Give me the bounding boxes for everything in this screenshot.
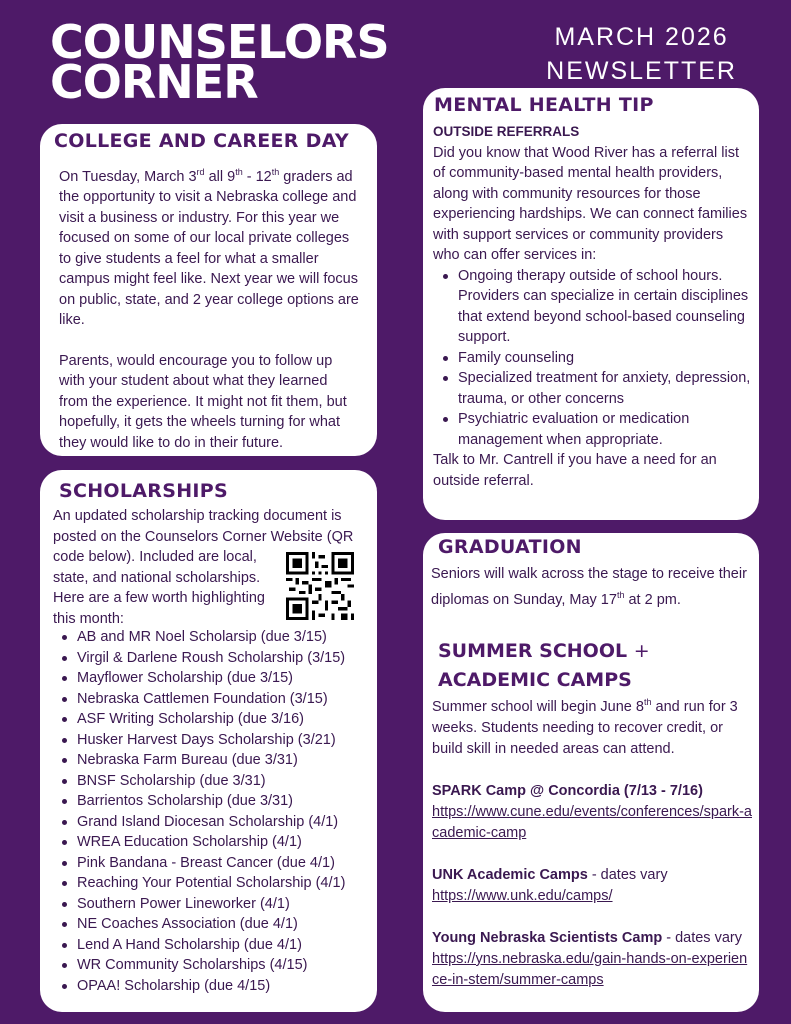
list-item: NE Coaches Association (due 4/1) — [53, 914, 373, 935]
mental-health-subtitle: OUTSIDE REFERRALS — [433, 124, 580, 139]
mental-health-outro: Talk to Mr. Cantrell if you have a need for an outside referral. — [433, 452, 717, 489]
mental-health-intro: Did you know that Wood River has a referral list of community-based mental health providers, along with community resources for those experiencing hardships. We can connect families with support services or community providers who can offer services in: — [433, 144, 748, 263]
list-item: Mayflower Scholarship (due 3/15) — [53, 668, 373, 689]
camp-yns: Young Nebraska Scientists Camp - dates vary https://yns.nebraska.edu/gain-hands-on-experience-in-stem/summer-camps — [432, 928, 752, 991]
camp-yns-link[interactable]: https://yns.nebraska.edu/gain-hands-on-experience-in-stem/summer-camps — [432, 950, 748, 988]
summer-text: Summer school will begin June 8th and run for 3 weeks. Students needing to recover credit, or build skill in needed areas can attend. — [432, 697, 738, 757]
scholarships-intro: An updated scholarship tracking document is posted on the Counselors Corner Website (QR code below). Included are local, state, and national scholarships. Here are a few worth highlighting this month: — [53, 508, 354, 627]
title-line-1: COUNSELORS — [50, 15, 389, 69]
title-line-2: CORNER — [50, 55, 258, 109]
career-day-text — [59, 162, 359, 453]
newsletter-title — [50, 15, 389, 109]
list-item: Nebraska Cattlemen Foundation (3/15) — [53, 689, 373, 710]
career-day-card — [40, 124, 377, 456]
camp-unk: UNK Academic Camps - dates vary https://www.unk.edu/camps/ — [432, 865, 752, 907]
list-item: Family counseling — [434, 348, 751, 369]
list-item: ASF Writing Scholarship (due 3/16) — [53, 709, 373, 730]
mental-health-title: MENTAL HEALTH TIP — [434, 94, 654, 116]
graduation-title: GRADUATION — [438, 536, 582, 558]
list-item: Southern Power Lineworker (4/1) — [53, 894, 373, 915]
list-item: WREA Education Scholarship (4/1) — [53, 832, 373, 853]
issue-line-2: NEWSLETTER — [546, 57, 737, 85]
list-item: BNSF Scholarship (due 3/31) — [53, 771, 373, 792]
career-day-paragraph-1: On Tuesday, March 3rd all 9th - 12th graders ad the opportunity to visit a Nebraska college and visit a business or industry. For this year we focused on some of our local private colleges to give students a feel for what a smaller campus might feel like. Next year we will focus on public, state, and 2 year college options are like. — [59, 167, 359, 329]
list-item: Nebraska Farm Bureau (due 3/31) — [53, 750, 373, 771]
camp-spark: SPARK Camp @ Concordia (7/13 - 7/16) https://www.cune.edu/events/conferences/spark-academic-camp — [432, 781, 752, 844]
list-item: Ongoing therapy outside of school hours. Providers can specialize in certain disciplines that extend beyond school-based counseling support. — [434, 266, 751, 348]
mental-health-content — [433, 122, 751, 491]
career-day-paragraph-2: Parents, would encourage you to follow up with your student about what they learned from the experience. It might not fit them, but hopefully, it gets the wheels turning for what they would like to do in their future. — [59, 352, 347, 451]
graduation-text: Seniors will walk across the stage to receive their diplomas on Sunday, May 17th at 2 pm. — [431, 566, 747, 608]
scholarship-list — [53, 627, 373, 996]
summer-title: SUMMER SCHOOL + ACADEMIC CAMPS — [438, 640, 650, 691]
career-day-title: COLLEGE AND CAREER DAY — [54, 130, 349, 152]
graduation-card — [423, 533, 759, 1012]
list-item: Psychiatric evaluation or medication management when appropriate. — [434, 409, 751, 450]
list-item: Husker Harvest Days Scholarship (3/21) — [53, 730, 373, 751]
list-item: Specialized treatment for anxiety, depression, trauma, or other concerns — [434, 368, 751, 409]
mental-health-card — [423, 88, 759, 520]
list-item: Pink Bandana - Breast Cancer (due 4/1) — [53, 853, 373, 874]
list-item: WR Community Scholarships (4/15) — [53, 955, 373, 976]
list-item: Lend A Hand Scholarship (due 4/1) — [53, 935, 373, 956]
list-item: Reaching Your Potential Scholarship (4/1) — [53, 873, 373, 894]
camp-unk-link[interactable]: https://www.unk.edu/camps/ — [432, 887, 613, 904]
list-item: AB and MR Noel Scholarsip (due 3/15) — [53, 627, 373, 648]
scholarships-card — [40, 470, 377, 1012]
summer-content — [432, 692, 752, 991]
list-item: Barrientos Scholarship (due 3/31) — [53, 791, 373, 812]
camp-spark-link[interactable]: https://www.cune.edu/events/conferences/spark-academic-camp — [432, 803, 752, 841]
list-item: Grand Island Diocesan Scholarship (4/1) — [53, 812, 373, 833]
list-item: Virgil & Darlene Roush Scholarship (3/15) — [53, 648, 373, 669]
scholarships-title: SCHOLARSHIPS — [59, 480, 228, 502]
qr-code-icon[interactable] — [286, 552, 354, 620]
issue-line-1: MARCH 2026 — [554, 23, 729, 51]
mental-health-services-list — [433, 266, 751, 451]
list-item: OPAA! Scholarship (due 4/15) — [53, 976, 373, 997]
issue-date — [546, 20, 737, 88]
